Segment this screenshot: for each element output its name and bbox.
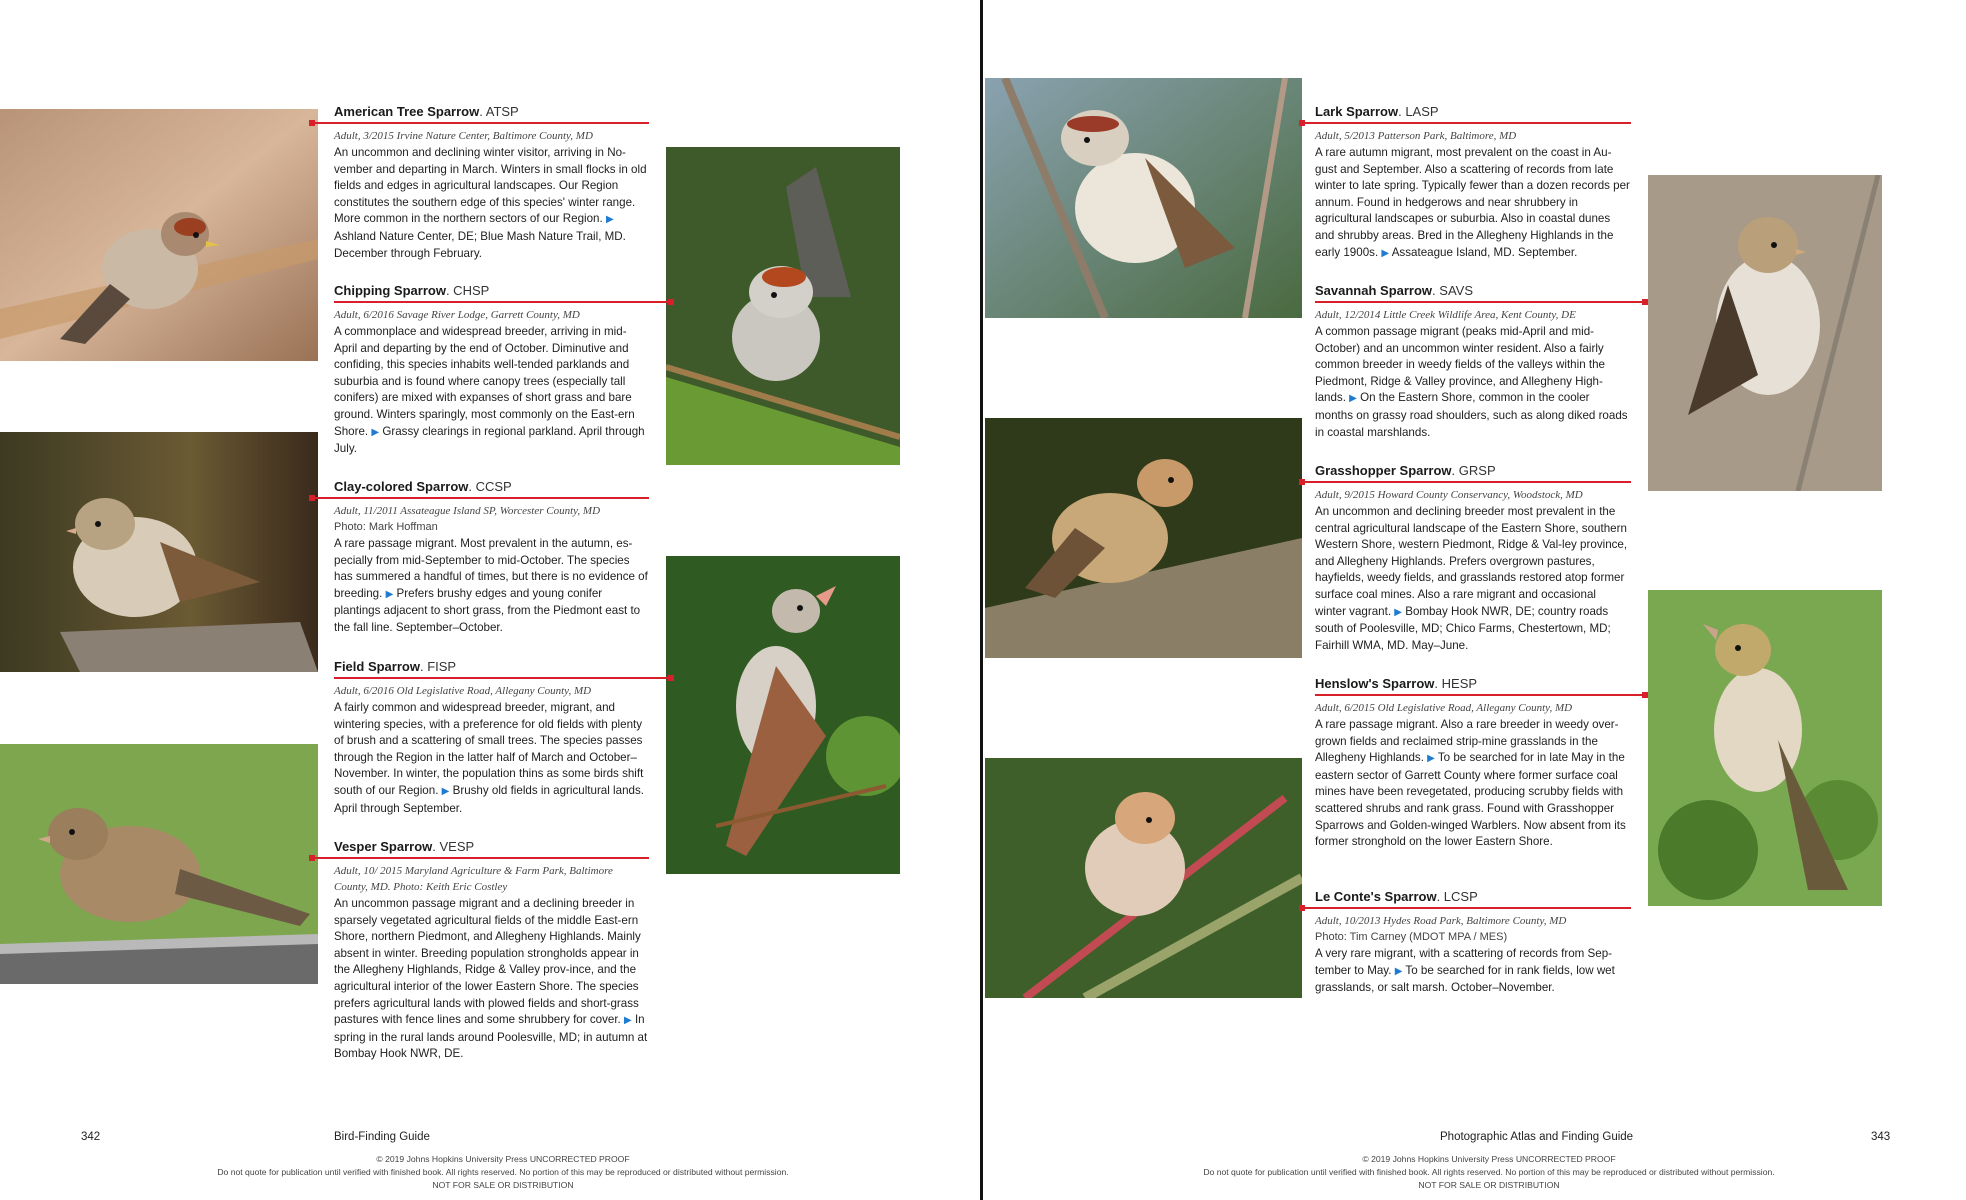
species-name: Le Conte's Sparrow	[1315, 889, 1437, 904]
grasshopper-sparrow-photo	[985, 418, 1302, 658]
species-name: Lark Sparrow	[1315, 104, 1399, 119]
species-description	[1315, 504, 1630, 654]
species-code: . CHSP	[445, 283, 490, 298]
photo-caption: Adult, 6/2016 Old Legislative Road, Allegany County, MD	[334, 685, 592, 697]
species-code: . HESP	[1434, 676, 1478, 691]
species-heading	[1315, 889, 1630, 907]
species-entry-savannah-sparrow	[1315, 283, 1630, 441]
finding-tip: To be searched for in late May in the eastern sector of Garrett County where former surface coal mines have been revegetated, producing scrubby fields with scattered shrubs and rank grass. Found with Grasshopper Sparrows and Golden-winged Warblers. Now absent from its former stronghold on the lower Eastern Shore.	[1315, 751, 1626, 849]
triangle-right-icon: ▶	[385, 588, 394, 600]
finding-tip: To be searched for in rank fields, low wet grasslands, or salt marsh. October–November.	[1315, 963, 1615, 995]
finding-tip: Ashland Nature Center, DE; Blue Mash Nature Trail, MD. December through February.	[334, 229, 626, 260]
clay-colored-sparrow-photo	[0, 432, 318, 672]
species-description	[334, 700, 649, 817]
running-title: Bird-Finding Guide	[334, 1131, 430, 1143]
species-code: . GRSP	[1451, 463, 1496, 478]
description-text: An uncommon and declining winter visitor, arriving in No-vember and departing in March. Winters in small flocks in old fields and edges in agricultural landscapes. Our Region constitutes the southern edge of this species' winter range. More common in the northern sectors of our Region.	[334, 146, 647, 226]
description-text: A common passage migrant (peaks mid-April and mid-October) and an uncommon winter resident. Also a fairly common breeder in weedy fields of the valleys within the Piedmont, Ridge & Valley province, and Allegheny High-lands.	[1315, 325, 1605, 405]
species-entry-clay-colored-sparrow	[334, 479, 649, 637]
species-heading	[334, 839, 649, 857]
rule-end-marker	[1299, 120, 1305, 126]
vesper-sparrow-photo	[0, 744, 318, 984]
species-code: . CCSP	[468, 479, 512, 494]
finding-tip: Grassy clearings in regional parkland. April through July.	[334, 424, 645, 456]
red-rule	[1315, 694, 1648, 696]
red-rule	[334, 301, 674, 303]
proof-notice-line: Do not quote for publication until verified with finished book. All rights reserved. No portion of this may be reproduced or distributed without permission.	[1203, 1167, 1775, 1177]
triangle-right-icon: ▶	[1427, 753, 1435, 765]
le-contes-sparrow-photo	[985, 758, 1302, 998]
rule-end-marker	[1642, 692, 1648, 698]
species-code: . ATSP	[479, 104, 519, 119]
species-entry-lark-sparrow	[1315, 104, 1630, 262]
finding-tip: Brushy old fields in agricultural lands. April through September.	[334, 783, 644, 815]
red-rule	[309, 497, 649, 499]
description-text: An uncommon passage migrant and a declining breeder in sparsely vegetated agricultural fields of the middle East-ern Shore, northern Piedmont, and Allegheny Highlands. Mainly absent in winter. Breeding population strongholds appear in the Allegheny Highlands, Ridge & Valley prov-ince, and the agricultural interior of the lower Eastern Shore. The species prefers agricultural lands with plowed fields and short-grass pastures with fence lines and some shrubbery for cover.	[334, 897, 641, 1027]
chipping-sparrow-photo	[666, 147, 900, 465]
species-description	[1315, 717, 1630, 851]
henslows-sparrow-photo	[1648, 590, 1882, 906]
proof-notice-line: NOT FOR SALE OR DISTRIBUTION	[1418, 1180, 1560, 1190]
photo-caption: Adult, 6/2015 Old Legislative Road, Allegany County, MD	[1315, 702, 1573, 714]
description-text: A fairly common and widespread breeder, migrant, and wintering species, with a preference for old fields with plenty of brush and a scattering of small trees. The species passes through the Region in the latter half of March and October–November. In winter, the population thins as some birds shift south of our Region.	[334, 701, 644, 797]
rule-end-marker	[668, 299, 674, 305]
species-heading	[1315, 676, 1630, 694]
proof-notice-line: © 2019 Johns Hopkins University Press UNCORRECTED PROOF	[1362, 1154, 1616, 1164]
red-rule	[1299, 122, 1631, 124]
species-description	[1315, 946, 1630, 997]
species-name: Savannah Sparrow	[1315, 283, 1433, 298]
savannah-sparrow-photo	[1648, 175, 1882, 491]
american-tree-sparrow-photo	[0, 109, 318, 361]
species-description	[1315, 145, 1630, 262]
photo-caption: Adult, 10/ 2015 Maryland Agriculture & Farm Park, Baltimore County, MD. Photo: Keith Eric Costley	[334, 865, 613, 893]
field-sparrow-photo	[666, 556, 900, 874]
species-heading	[1315, 104, 1630, 122]
finding-tip: Prefers brushy edges and young conifer plantings adjacent to short grass, from the Piedmont east to the fall line. September–October.	[334, 586, 641, 634]
species-name: American Tree Sparrow	[334, 104, 480, 119]
rule-end-marker	[1642, 299, 1648, 305]
red-rule	[334, 677, 674, 679]
species-entry-vesper-sparrow	[334, 839, 649, 1063]
triangle-right-icon: ▶	[1349, 393, 1357, 405]
red-rule	[309, 857, 649, 859]
description-text: A rare autumn migrant, most prevalent on the coast in Au-gust and September. Also a scattering of records from late winter to late spring. Typically fewer than a dozen records per annum. Found in hedgerows and near shrubbery in agricultural landscapes or suburbia. Also in coastal dunes and shrubby areas. Bred in the Allegheny Highlands in the early 1900s.	[1315, 146, 1630, 259]
species-code: . VESP	[432, 839, 475, 854]
finding-tip: On the Eastern Shore, common in the cooler months on grassy road shoulders, such as along diked roads in coastal marshlands.	[1315, 391, 1628, 439]
species-name: Henslow's Sparrow	[1315, 676, 1435, 691]
triangle-right-icon: ▶	[605, 214, 614, 226]
description-text: An uncommon and declining breeder most prevalent in the central agricultural landscape of the Eastern Shore, southern Western Shore, western Piedmont, Ridge & Val-ley province, and Allegheny Highlands. Prefers overgrown pastures, hayfields, weedy fields, and grasslands restored atop former surface coal mines. Also a rare migrant and occasional winter vagrant.	[1315, 505, 1628, 618]
species-heading	[1315, 463, 1630, 481]
page-number: 342	[81, 1131, 101, 1143]
species-entry-chipping-sparrow	[334, 283, 649, 458]
description-text: A very rare migrant, with a scattering of records from Sep-tember to May.	[1315, 947, 1613, 977]
proof-notice-line: © 2019 Johns Hopkins University Press UNCORRECTED PROOF	[376, 1154, 630, 1164]
proof-notice-line: Do not quote for publication until verified with finished book. All rights reserved. No portion of this may be reproduced or distributed without permission.	[217, 1167, 789, 1177]
species-code: . SAVS	[1432, 283, 1473, 298]
finding-tip: Bombay Hook NWR, DE; country roads south of Poolesville, MD; Chico Farms, Chestertown, MD; Fairhill WMA, MD. May–June.	[1315, 604, 1611, 652]
triangle-right-icon: ▶	[1394, 606, 1402, 618]
species-code: . LCSP	[1436, 889, 1478, 904]
rule-end-marker	[1299, 905, 1305, 911]
right-page	[983, 0, 1966, 1200]
description-text: A commonplace and widespread breeder, arriving in mid-April and departing by the end of October. Diminutive and confiding, this species inhabits well-tended parklands and suburbia and is found where canopy trees (especially tall conifers) are mixed with expanses of short grass and bare ground. Winters sparingly, most commonly on the East-ern Shore.	[334, 325, 635, 438]
red-rule	[1299, 907, 1631, 909]
photo-caption: Adult, 6/2016 Savage River Lodge, Garrett County, MD	[334, 309, 580, 321]
photo-caption: Adult, 9/2015 Howard County Conservancy, Woodstock, MD	[1315, 489, 1583, 501]
triangle-right-icon: ▶	[441, 785, 450, 797]
red-rule	[1315, 301, 1648, 303]
proof-notice	[1169, 1153, 1809, 1192]
photo-caption: Adult, 12/2014 Little Creek Wildlife Area, Kent County, DE	[1315, 309, 1576, 321]
species-heading	[334, 283, 649, 301]
finding-tip: In spring in the rural lands around Poolesville, MD; in autumn at Bombay Hook NWR, DE.	[334, 1013, 648, 1061]
species-entry-field-sparrow	[334, 659, 649, 817]
species-description	[334, 896, 649, 1063]
species-description	[334, 536, 649, 637]
photo-caption: Adult, 11/2011 Assateague Island SP, Worcester County, MD	[334, 505, 601, 517]
species-name: Grasshopper Sparrow	[1315, 463, 1452, 478]
rule-end-marker	[309, 120, 315, 126]
description-text: A rare passage migrant. Most prevalent in the autumn, es-pecially from mid-September to mid-October. The species has summered a handful of times, but there is no evidence of breeding.	[334, 537, 648, 600]
species-description	[334, 145, 649, 262]
species-code: . LASP	[1398, 104, 1439, 119]
red-rule	[1299, 481, 1631, 483]
species-heading	[1315, 283, 1630, 301]
species-name: Clay-colored Sparrow	[334, 479, 469, 494]
species-entry-american-tree-sparrow	[334, 104, 649, 262]
finding-tip: Assateague Island, MD. September.	[1391, 245, 1578, 259]
rule-end-marker	[1299, 479, 1305, 485]
species-entry-henslows-sparrow	[1315, 676, 1630, 851]
triangle-right-icon: ▶	[371, 426, 380, 438]
species-heading	[334, 104, 649, 122]
species-code: . FISP	[419, 659, 457, 674]
species-entry-le-contes-sparrow	[1315, 889, 1630, 997]
species-description	[334, 324, 649, 458]
rule-end-marker	[668, 675, 674, 681]
species-heading	[334, 479, 649, 497]
lark-sparrow-photo	[985, 78, 1302, 318]
species-heading	[334, 659, 649, 677]
rule-end-marker	[309, 855, 315, 861]
red-rule	[309, 122, 649, 124]
species-description	[1315, 324, 1630, 441]
description-text: A rare passage migrant. Also a rare breeder in weedy over-grown fields and reclaimed strip-mine grasslands in the Allegheny Highlands.	[1315, 718, 1619, 765]
proof-notice	[183, 1153, 823, 1192]
species-name: Vesper Sparrow	[334, 839, 433, 854]
triangle-right-icon: ▶	[1394, 965, 1403, 977]
rule-end-marker	[309, 495, 315, 501]
photo-caption: Adult, 5/2013 Patterson Park, Baltimore, MD	[1315, 130, 1517, 142]
proof-notice-line: NOT FOR SALE OR DISTRIBUTION	[432, 1180, 574, 1190]
triangle-right-icon: ▶	[1381, 247, 1390, 259]
photo-credit: Photo: Mark Hoffman	[334, 521, 438, 533]
photo-caption: Adult, 10/2013 Hydes Road Park, Baltimore County, MD	[1315, 915, 1567, 927]
species-entry-grasshopper-sparrow	[1315, 463, 1630, 654]
photo-caption: Adult, 3/2015 Irvine Nature Center, Baltimore County, MD	[334, 130, 593, 142]
running-title: Photographic Atlas and Finding Guide	[1440, 1131, 1634, 1143]
species-name: Chipping Sparrow	[334, 283, 446, 298]
page-number: 343	[1871, 1131, 1891, 1143]
triangle-right-icon: ▶	[624, 1015, 632, 1027]
photo-credit: Photo: Tim Carney (MDOT MPA / MES)	[1315, 931, 1508, 943]
species-name: Field Sparrow	[334, 659, 420, 674]
